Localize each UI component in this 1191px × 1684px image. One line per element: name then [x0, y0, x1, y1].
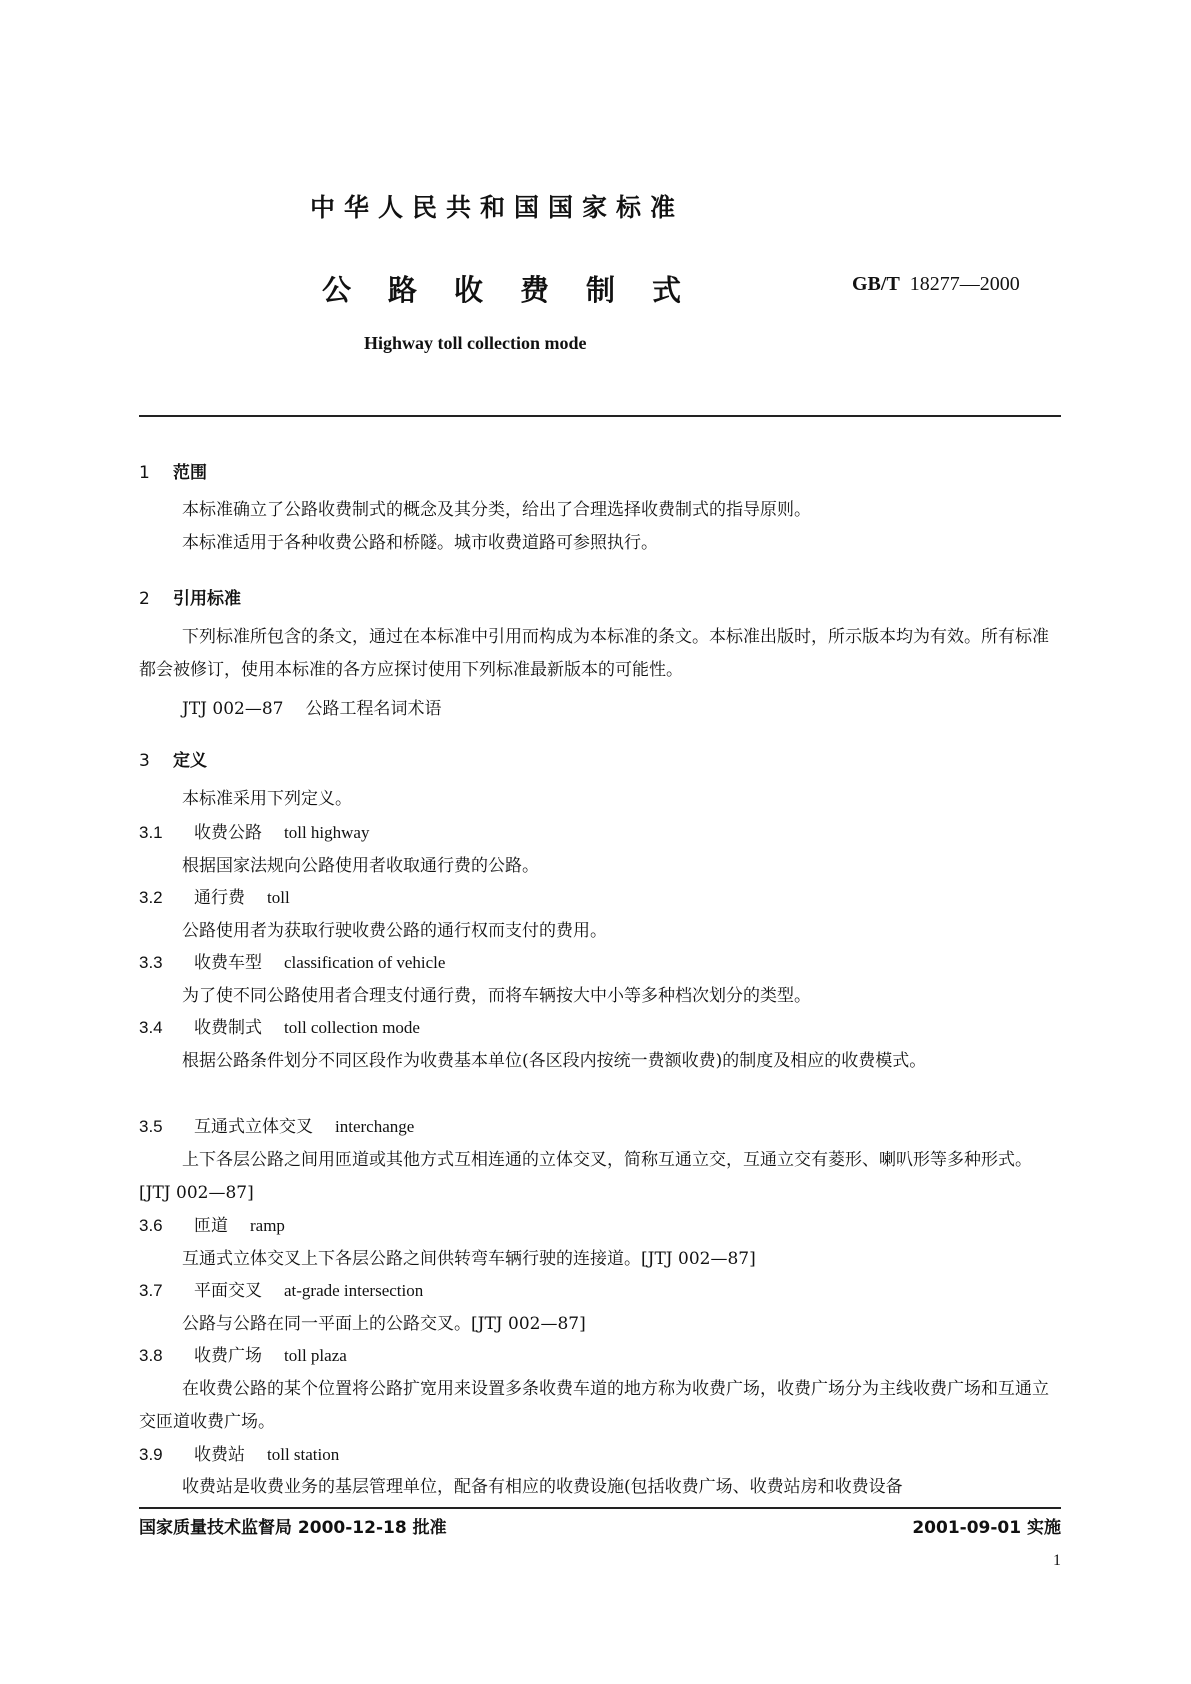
term-english: toll highway [284, 823, 370, 842]
term-definition: 收费站是收费业务的基层管理单位，配备有相应的收费设施(包括收费广场、收费站房和收费设备 [182, 1477, 903, 1497]
section-1-heading [139, 458, 207, 483]
section-number: 2 [139, 589, 150, 609]
term-number: 3.2 [139, 888, 163, 907]
national-standard-label: 中华人民共和国国家标准 [310, 193, 685, 222]
term-number: 3.8 [139, 1346, 163, 1365]
term-chinese: 收费车型 [194, 953, 262, 973]
implementation-date: 2001-09-01 实施 [912, 1518, 1061, 1538]
term-chinese: 匝道 [194, 1216, 228, 1236]
term-chinese: 通行费 [194, 888, 245, 908]
term-heading [139, 1341, 347, 1366]
reference-title: 公路工程名词术语 [305, 699, 442, 719]
standard-code-number: 18277—2000 [909, 273, 1020, 295]
standard-title-english: Highway toll collection mode [364, 333, 587, 353]
term-definition: 互通式立体交叉上下各层公路之间供转弯车辆行驶的连接道。[JTJ 002—87] [182, 1249, 756, 1269]
term-heading [139, 1440, 339, 1465]
standard-code-prefix: GB/T [852, 273, 900, 295]
term-chinese: 收费站 [194, 1445, 245, 1465]
term-number: 3.6 [139, 1216, 163, 1235]
term-english: toll collection mode [284, 1018, 420, 1037]
header-divider [139, 415, 1061, 417]
standard-code [852, 273, 1020, 296]
standard-title: 公路收费制式 [322, 273, 719, 307]
term-chinese: 平面交叉 [194, 1281, 262, 1301]
term-number: 3.3 [139, 953, 163, 972]
section-title: 范围 [173, 463, 207, 483]
section-2-paragraph: 下列标准所包含的条文，通过在本标准中引用而构成为本标准的条文。本标准出版时，所示版本均为有效。所有标准都会被修订，使用本标准的各方应探讨使用下列标准最新版本的可能性。 [139, 627, 1049, 680]
page-number: 1 [1053, 1552, 1061, 1569]
term-definition: 为了使不同公路使用者合理支付通行费，而将车辆按大中小等多种档次划分的类型。 [182, 986, 811, 1006]
term-chinese: 收费公路 [194, 823, 262, 843]
term-chinese: 互通式立体交叉 [194, 1117, 313, 1137]
term-english: at-grade intersection [284, 1281, 424, 1300]
approval-info: 国家质量技术监督局 2000-12-18 批准 [139, 1518, 447, 1538]
reference-code: JTJ 002—87 [182, 699, 284, 719]
term-english: toll plaza [284, 1346, 347, 1365]
term-heading [139, 1276, 423, 1301]
term-number: 3.5 [139, 1117, 163, 1136]
term-english: classification of vehicle [284, 953, 446, 972]
section-1-paragraph-1: 本标准确立了公路收费制式的概念及其分类，给出了合理选择收费制式的指导原则。 [182, 500, 811, 520]
term-heading [139, 883, 290, 908]
term-number: 3.9 [139, 1445, 163, 1464]
section-3-intro: 本标准采用下列定义。 [182, 789, 352, 809]
section-title: 引用标准 [173, 589, 241, 609]
term-definition: 公路与公路在同一平面上的公路交叉。[JTJ 002—87] [182, 1314, 586, 1334]
footer-divider [139, 1507, 1061, 1509]
term-heading [139, 1112, 414, 1137]
term-heading [139, 948, 445, 973]
section-1-paragraph-2: 本标准适用于各种收费公路和桥隧。城市收费道路可参照执行。 [182, 533, 658, 553]
section-title: 定义 [173, 751, 207, 771]
term-heading [139, 1013, 420, 1038]
term-heading [139, 818, 369, 843]
term-english: toll [267, 888, 290, 907]
term-definition: 上下各层公路之间用匝道或其他方式互相连通的立体交叉，简称互通立交，互通立交有菱形、喇叭形等多种形式。[JTJ 002—87] [139, 1150, 1032, 1203]
normative-reference [182, 694, 441, 719]
term-definition: 根据公路条件划分不同区段作为收费基本单位(各区段内按统一费额收费)的制度及相应的收费模式。 [182, 1051, 927, 1071]
term-english: interchange [335, 1117, 415, 1136]
term-number: 3.1 [139, 823, 163, 842]
term-english: toll station [267, 1445, 340, 1464]
term-english: ramp [250, 1216, 285, 1235]
section-number: 3 [139, 751, 150, 771]
term-definition: 根据国家法规向公路使用者收取通行费的公路。 [182, 856, 539, 876]
section-number: 1 [139, 463, 150, 483]
term-chinese: 收费制式 [194, 1018, 262, 1038]
term-heading [139, 1211, 285, 1236]
section-3-heading [139, 746, 207, 771]
section-2-heading [139, 584, 241, 609]
term-chinese: 收费广场 [194, 1346, 262, 1366]
term-number: 3.7 [139, 1281, 163, 1300]
term-definition: 公路使用者为获取行驶收费公路的通行权而支付的费用。 [182, 921, 607, 941]
term-definition: 在收费公路的某个位置将公路扩宽用来设置多条收费车道的地方称为收费广场，收费广场分为主线收费广场和互通立交匝道收费广场。 [139, 1379, 1049, 1432]
term-number: 3.4 [139, 1018, 163, 1037]
